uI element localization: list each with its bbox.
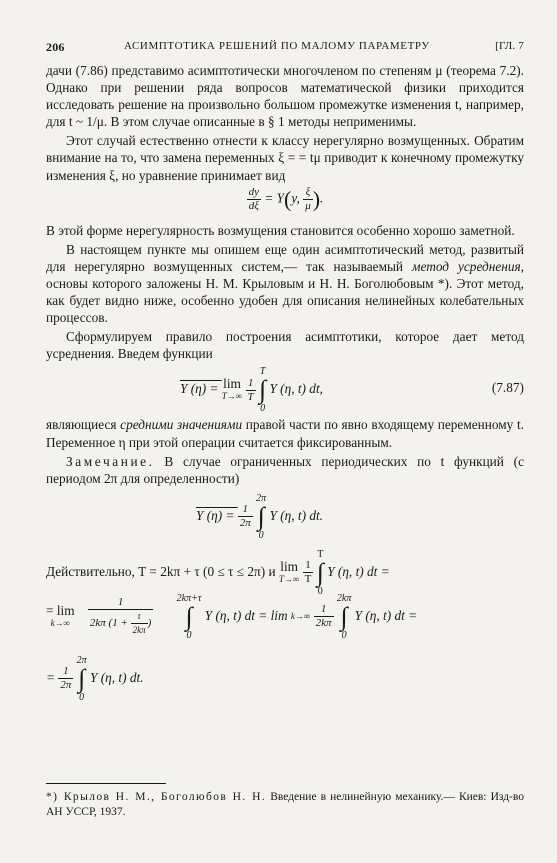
paragraph-1: дачи (7.86) представимо асимптотически многочленом по степеням μ (теорема 7.2). Однако при решении ряда вопросов математической физики приходится исследовать решение на произвольно большом промежутке изменения t, например, для t ~ 1/μ. В этом случае описанные в § 1 методы неприменимы. bbox=[46, 63, 524, 130]
equals-Y: = Y bbox=[264, 190, 285, 206]
remark: Замечание. В случае ограниченных периодических по t функций (с периодом 2π для определенности) bbox=[46, 453, 524, 486]
running-header bbox=[46, 40, 524, 62]
line-indeed: Действительно, T = 2kπ + τ (0 ≤ τ ≤ 2π) и lim T→∞ $\frac{1}{T}$ T ∫ 0 Y (η, t) dt = bbox=[46, 548, 390, 597]
line-final: = $\frac{1}{2\pi}$ 2π ∫ 0 Y (η, t) dt. bbox=[46, 654, 144, 703]
eq787-integral: T ∫ 0 bbox=[259, 366, 267, 415]
eq787-fraction: $\frac{1}{T}$ bbox=[247, 376, 254, 403]
footnote-rule bbox=[46, 783, 166, 784]
equation-periodic-mean: Y (η) = $\frac{1}{2\pi}$ 2π ∫ 0 Y (η, t) dt. bbox=[196, 492, 323, 541]
equation-number: (7.87) bbox=[491, 380, 524, 396]
equation-7-87 bbox=[46, 362, 524, 414]
arg-y: y, bbox=[291, 190, 300, 206]
paragraph-4: В настоящем пункте мы опишем еще один асимптотический метод, развитый для нерегулярно возмущенных систем,— так называемый метод усреднения, основы которого заложены Н. М. Крыловым и Н. Н. Боголюбовым *). Этот метод, как будет видно ниже, особенно удобен для описания нелинейных колебательных процессов. bbox=[46, 241, 524, 326]
xi-mu-fraction: $\frac{\xi}{\mu}$ bbox=[305, 185, 311, 212]
eq787-integrand: Y (η, t) dt, bbox=[269, 381, 323, 397]
running-title: АСИМПТОТИКА РЕШЕНИЙ ПО МАЛОМУ ПАРАМЕТРУ bbox=[124, 40, 430, 52]
chapter-label: [ГЛ. 7 bbox=[495, 40, 524, 52]
term-mean-values: средними значениями bbox=[120, 417, 243, 433]
remark-label: Замечание. bbox=[66, 453, 155, 469]
page-number: 206 bbox=[46, 40, 65, 54]
footnote-authors: *) Крылов Н. М., Боголюбов Н. Н. bbox=[46, 791, 267, 803]
term-averaging-method: метод усреднения, bbox=[412, 258, 524, 274]
paragraph-5: Сформулируем правило построения асимптотики, которое дает метод усреднения. Введем функции bbox=[46, 329, 524, 362]
eq787-lhs: Y (η) = bbox=[180, 381, 222, 397]
eq787-limit: lim T→∞ bbox=[221, 376, 243, 402]
dy-dxi-fraction: $\frac{dy}{d\xi}$ bbox=[248, 185, 259, 212]
paragraph-3: В этой форме нерегулярность возмущения становится особенно хорошо заметной. bbox=[46, 222, 515, 238]
footnote: *) Крылов Н. М., Боголюбов Н. Н. Введение в нелинейную механику.— Киев: Изд-во АН УССР, 1937. bbox=[46, 791, 524, 818]
line-limit-chain: = lim k→∞ 1 2kπ (1 + $\frac{\tau}{2k\pi}$ ) 2kπ+τ ∫ 0 Y (η, t) dt = lim k→∞ $\frac{1}{2k\pi}$ 2kπ ∫ 0 Y (η, t) dt = bbox=[46, 592, 418, 641]
equation-dy-dxi: $\frac{dy}{d\xi}$ = Y(y, $\frac{\xi}{\mu}$ ). bbox=[248, 185, 324, 212]
paragraph-6: являющиеся средними значениями правой части по явно входящему переменному t. Переменное η при этой операции считается фиксированным. bbox=[46, 417, 525, 450]
paragraph-2: Этот случай естественно отнести к классу нерегулярно возмущенных. Обратим внимание на то, что замена переменных ξ = = tμ приводит к конечному промежутку изменения ξ, но уравнение принимает вид bbox=[46, 133, 524, 183]
page bbox=[46, 40, 524, 705]
